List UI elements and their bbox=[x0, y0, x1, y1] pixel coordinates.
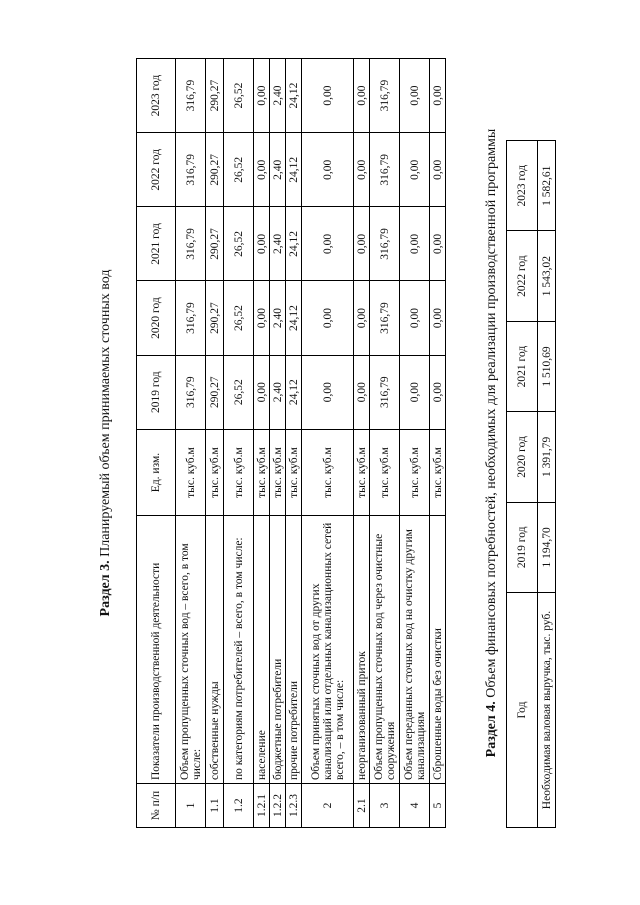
row-name: прочие потребители bbox=[286, 516, 302, 784]
row-value: 316,79 bbox=[370, 207, 400, 281]
row-number: 1.2.3 bbox=[286, 784, 302, 828]
header-cell: 2020 год bbox=[137, 281, 176, 355]
row-unit: тыс. куб.м bbox=[176, 429, 206, 516]
row-value: 26,52 bbox=[224, 355, 254, 429]
row-name: Объем принятых сточных вод от других канализаций или отдельных канализационных сетей всего, – в том числе: bbox=[302, 516, 354, 784]
header-cell: 2022 год bbox=[137, 133, 176, 207]
row-number: 5 bbox=[430, 784, 446, 828]
row-value: 0,00 bbox=[302, 59, 354, 133]
row-unit: тыс. куб.м bbox=[302, 429, 354, 516]
table-row bbox=[176, 59, 206, 828]
row-value: 316,79 bbox=[370, 59, 400, 133]
row-value: 1 391,79 bbox=[538, 412, 556, 502]
table-row bbox=[270, 59, 286, 828]
row-unit: тыс. куб.м bbox=[254, 429, 270, 516]
row-value: 0,00 bbox=[354, 59, 370, 133]
row-value: 316,79 bbox=[176, 133, 206, 207]
row-value: 24,12 bbox=[286, 207, 302, 281]
row-value: 0,00 bbox=[400, 355, 430, 429]
row-unit: тыс. куб.м bbox=[206, 429, 224, 516]
table-header-row bbox=[137, 59, 176, 828]
row-name: Объем переданных сточных вод на очистку другим канализациям bbox=[400, 516, 430, 784]
row-name: бюджетные потребители bbox=[270, 516, 286, 784]
row-value: 290,27 bbox=[206, 281, 224, 355]
row-value: 1 194,70 bbox=[538, 502, 556, 592]
row-name: Объем пропущенных сточных вод через очистные сооружения bbox=[370, 516, 400, 784]
row-value: 316,79 bbox=[176, 207, 206, 281]
table-row bbox=[400, 59, 430, 828]
row-unit: тыс. куб.м bbox=[354, 429, 370, 516]
row-value: 2,40 bbox=[270, 59, 286, 133]
row-value: 0,00 bbox=[302, 133, 354, 207]
row-name: Объем пропущенных сточных вод – всего, в том числе: bbox=[176, 516, 206, 784]
row-unit: тыс. куб.м bbox=[270, 429, 286, 516]
row-value: 26,52 bbox=[224, 133, 254, 207]
row-value: 24,12 bbox=[286, 355, 302, 429]
row-value: 2,40 bbox=[270, 281, 286, 355]
row-value: 2,40 bbox=[270, 207, 286, 281]
row-value: 0,00 bbox=[354, 281, 370, 355]
row-value: 0,00 bbox=[254, 207, 270, 281]
row-number: 1.1 bbox=[206, 784, 224, 828]
row-name: Сброшенные воды без очистки bbox=[430, 516, 446, 784]
row-value: 0,00 bbox=[254, 59, 270, 133]
row-name: население bbox=[254, 516, 270, 784]
row-number: 1.2.1 bbox=[254, 784, 270, 828]
table-row bbox=[206, 59, 224, 828]
row-value: 1 510,69 bbox=[538, 321, 556, 411]
section4-title-text: Объем финансовых потребностей, необходимых для реализации производственной программы bbox=[484, 128, 499, 702]
row-value: 290,27 bbox=[206, 59, 224, 133]
section3-title-bold: Раздел 3. bbox=[98, 560, 113, 617]
row-label: Необходимая валовая выручка, тыс. руб. bbox=[538, 593, 556, 828]
row-number: 1.2 bbox=[224, 784, 254, 828]
rotated-page bbox=[98, 58, 568, 828]
row-value: 0,00 bbox=[302, 207, 354, 281]
row-value: 26,52 bbox=[224, 207, 254, 281]
header-cell: № п/п bbox=[137, 784, 176, 828]
row-value: 316,79 bbox=[176, 59, 206, 133]
section3-title-text: Планируемый объем принимаемых сточных вод bbox=[98, 269, 113, 561]
row-value: 290,27 bbox=[206, 207, 224, 281]
section4-title bbox=[484, 58, 500, 828]
row-value: 316,79 bbox=[176, 281, 206, 355]
row-value: 316,79 bbox=[370, 355, 400, 429]
row-number: 2 bbox=[302, 784, 354, 828]
header-cell: 2022 год bbox=[507, 231, 538, 321]
financial-needs-table bbox=[506, 140, 556, 828]
row-value: 26,52 bbox=[224, 59, 254, 133]
header-cell: 2023 год bbox=[137, 59, 176, 133]
row-value: 26,52 bbox=[224, 281, 254, 355]
row-value: 0,00 bbox=[254, 281, 270, 355]
table-row bbox=[354, 59, 370, 828]
header-cell: 2019 год bbox=[507, 502, 538, 592]
table-row bbox=[538, 141, 556, 828]
row-number: 1 bbox=[176, 784, 206, 828]
row-number: 2.1 bbox=[354, 784, 370, 828]
section4-title-bold: Раздел 4. bbox=[484, 701, 499, 758]
row-value: 0,00 bbox=[400, 133, 430, 207]
row-value: 0,00 bbox=[302, 281, 354, 355]
table-row bbox=[370, 59, 400, 828]
row-value: 316,79 bbox=[370, 133, 400, 207]
row-value: 290,27 bbox=[206, 355, 224, 429]
row-value: 0,00 bbox=[354, 207, 370, 281]
row-value: 0,00 bbox=[430, 59, 446, 133]
table-row bbox=[224, 59, 254, 828]
row-value: 316,79 bbox=[176, 355, 206, 429]
row-unit: тыс. куб.м bbox=[370, 429, 400, 516]
row-unit: тыс. куб.м bbox=[224, 429, 254, 516]
row-value: 24,12 bbox=[286, 133, 302, 207]
row-value: 0,00 bbox=[430, 207, 446, 281]
row-unit: тыс. куб.м bbox=[286, 429, 302, 516]
header-cell: 2023 год bbox=[507, 141, 538, 231]
row-name: неорганизованный приток bbox=[354, 516, 370, 784]
row-value: 316,79 bbox=[370, 281, 400, 355]
row-value: 290,27 bbox=[206, 133, 224, 207]
table-row bbox=[286, 59, 302, 828]
header-cell: 2019 год bbox=[137, 355, 176, 429]
row-unit: тыс. куб.м bbox=[430, 429, 446, 516]
table-row bbox=[302, 59, 354, 828]
row-value: 0,00 bbox=[302, 355, 354, 429]
row-unit: тыс. куб.м bbox=[400, 429, 430, 516]
row-value: 0,00 bbox=[354, 133, 370, 207]
header-cell: 2021 год bbox=[507, 321, 538, 411]
row-number: 3 bbox=[370, 784, 400, 828]
header-cell: Показатели производственной деятельности bbox=[137, 516, 176, 784]
row-value: 24,12 bbox=[286, 59, 302, 133]
row-value: 24,12 bbox=[286, 281, 302, 355]
header-cell: 2021 год bbox=[137, 207, 176, 281]
wastewater-volume-table bbox=[136, 58, 446, 828]
header-cell: Год bbox=[507, 593, 538, 828]
table-header-row bbox=[507, 141, 538, 828]
row-value: 0,00 bbox=[354, 355, 370, 429]
row-value: 2,40 bbox=[270, 355, 286, 429]
table-row bbox=[430, 59, 446, 828]
row-number: 4 bbox=[400, 784, 430, 828]
row-name: по категориям потребителей – всего, в том числе: bbox=[224, 516, 254, 784]
row-value: 2,40 bbox=[270, 133, 286, 207]
section3-title bbox=[98, 58, 114, 828]
row-value: 0,00 bbox=[430, 355, 446, 429]
row-value: 0,00 bbox=[430, 133, 446, 207]
row-value: 1 582,61 bbox=[538, 141, 556, 231]
row-name: собственные нужды bbox=[206, 516, 224, 784]
row-value: 0,00 bbox=[254, 133, 270, 207]
row-number: 1.2.2 bbox=[270, 784, 286, 828]
header-cell: Ед. изм. bbox=[137, 429, 176, 516]
table-row bbox=[254, 59, 270, 828]
row-value: 0,00 bbox=[254, 355, 270, 429]
row-value: 0,00 bbox=[400, 281, 430, 355]
row-value: 1 543,02 bbox=[538, 231, 556, 321]
row-value: 0,00 bbox=[430, 281, 446, 355]
row-value: 0,00 bbox=[400, 59, 430, 133]
row-value: 0,00 bbox=[400, 207, 430, 281]
header-cell: 2020 год bbox=[507, 412, 538, 502]
